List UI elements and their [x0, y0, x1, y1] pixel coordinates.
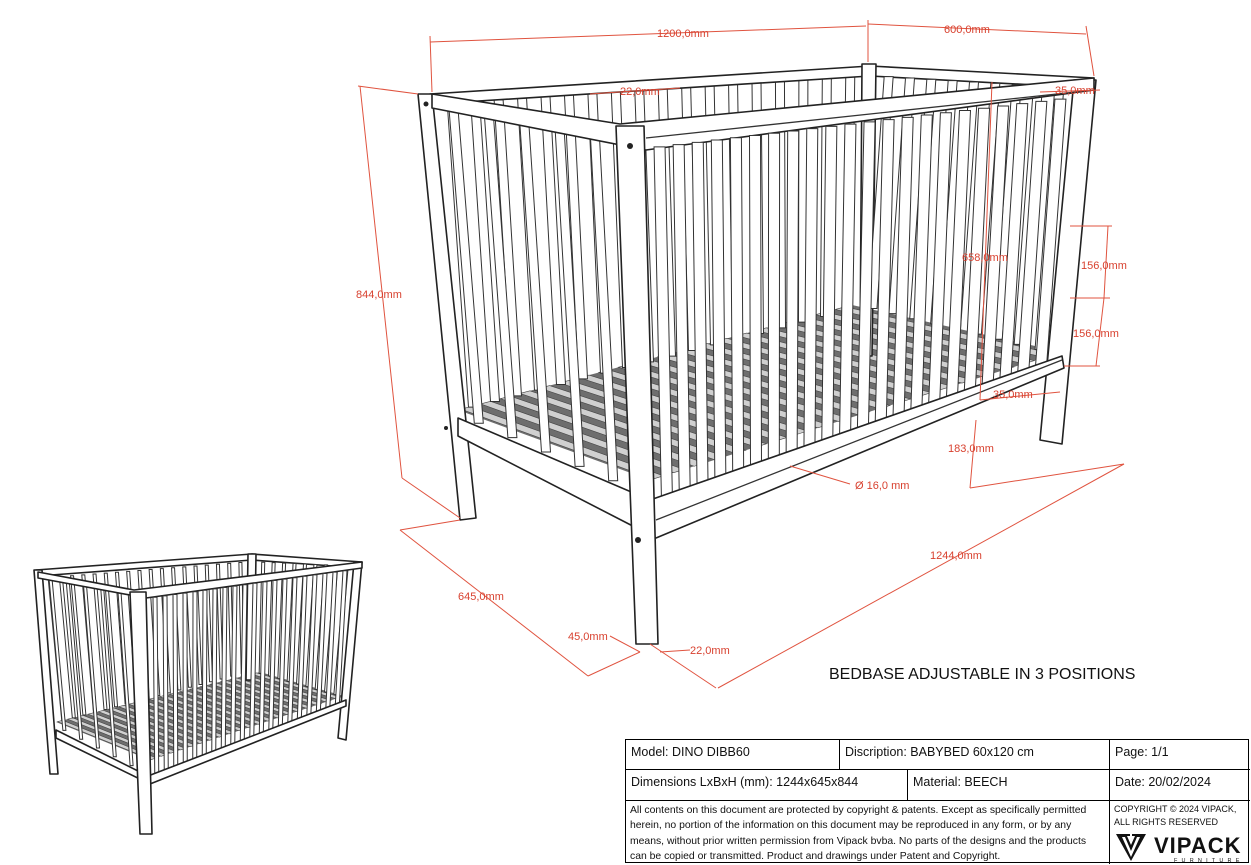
model-cell: [626, 740, 840, 770]
dim-step-upper: 156,0mm: [1081, 260, 1127, 272]
preview-crib: [34, 554, 362, 834]
dim-post-size: 35,0mm: [1055, 85, 1095, 97]
mini-front-bar: [193, 592, 197, 760]
mini-front-bar: [212, 589, 217, 753]
front-bar: [768, 133, 779, 459]
dim-width-top: 1200,0mm: [657, 28, 709, 40]
page-cell: [1110, 740, 1250, 770]
dim-height-total: 844,0mm: [356, 289, 402, 301]
date-label: Date: 20/02/2024: [1115, 775, 1211, 789]
main-crib: [418, 64, 1096, 644]
rights-reserved: COPYRIGHT © 2024 VIPACK, ALL RIGHTS RESERVED: [1114, 804, 1237, 827]
material-label: Material: BEECH: [913, 775, 1008, 789]
description-label: Discription: BABYBED 60x120 cm: [845, 745, 1034, 759]
model-label: Model: DINO DIBB60: [631, 745, 750, 759]
dimensions-label: Dimensions LxBxH (mm): 1244x645x844: [631, 775, 859, 789]
bedbase-notice: BEDBASE ADJUSTABLE IN 3 POSITIONS: [829, 666, 1136, 683]
dim-step-lower: 156,0mm: [1073, 328, 1119, 340]
copyright-notice: All contents on this document are protected by copyright & patents. Except as specifically permitted herein, no portion of the information on this document may be reproduced in any form, or by any means, without prior written permission from Vipack bvba. No parts of the designs and the products can be copied or transmitted. Product and drawings under Patent and Copyright.: [626, 801, 1110, 864]
front-bar: [804, 129, 818, 447]
dim-base-clearance: 183,0mm: [948, 443, 994, 455]
front-bar: [786, 131, 799, 453]
dim-leg-thickness: 22,0mm: [690, 645, 730, 657]
mini-front-bar: [183, 593, 187, 763]
mini-front-bar: [163, 596, 168, 771]
date-cell: [1110, 770, 1250, 801]
dim-length-total: 1244,0mm: [930, 550, 982, 562]
logo-wordmark: VIPACK: [1154, 833, 1242, 858]
dimensions-cell: [626, 770, 908, 801]
vipack-logo: [1114, 831, 1248, 863]
logo-subtext: FURNITURE: [1174, 858, 1244, 863]
dim-rail-thickness: 22,0mm: [620, 86, 660, 98]
page-label: Page: 1/1: [1115, 745, 1169, 759]
dim-side-rail: 35,0mm: [993, 389, 1033, 401]
title-block: [625, 739, 1249, 863]
dim-depth-top: 600,0mm: [944, 24, 990, 36]
dim-bar-diameter: Ø 16,0 mm: [855, 480, 910, 492]
dim-depth-total: 645,0mm: [458, 591, 504, 603]
description-cell: [840, 740, 1110, 770]
mini-front-bar: [202, 590, 207, 756]
dim-post-height: 658,0mm: [962, 252, 1008, 264]
front-bar: [730, 138, 743, 472]
mini-front-bar: [173, 595, 178, 768]
front-bar: [750, 136, 762, 466]
dim-leg-width: 45,0mm: [568, 631, 608, 643]
material-cell: [908, 770, 1110, 801]
